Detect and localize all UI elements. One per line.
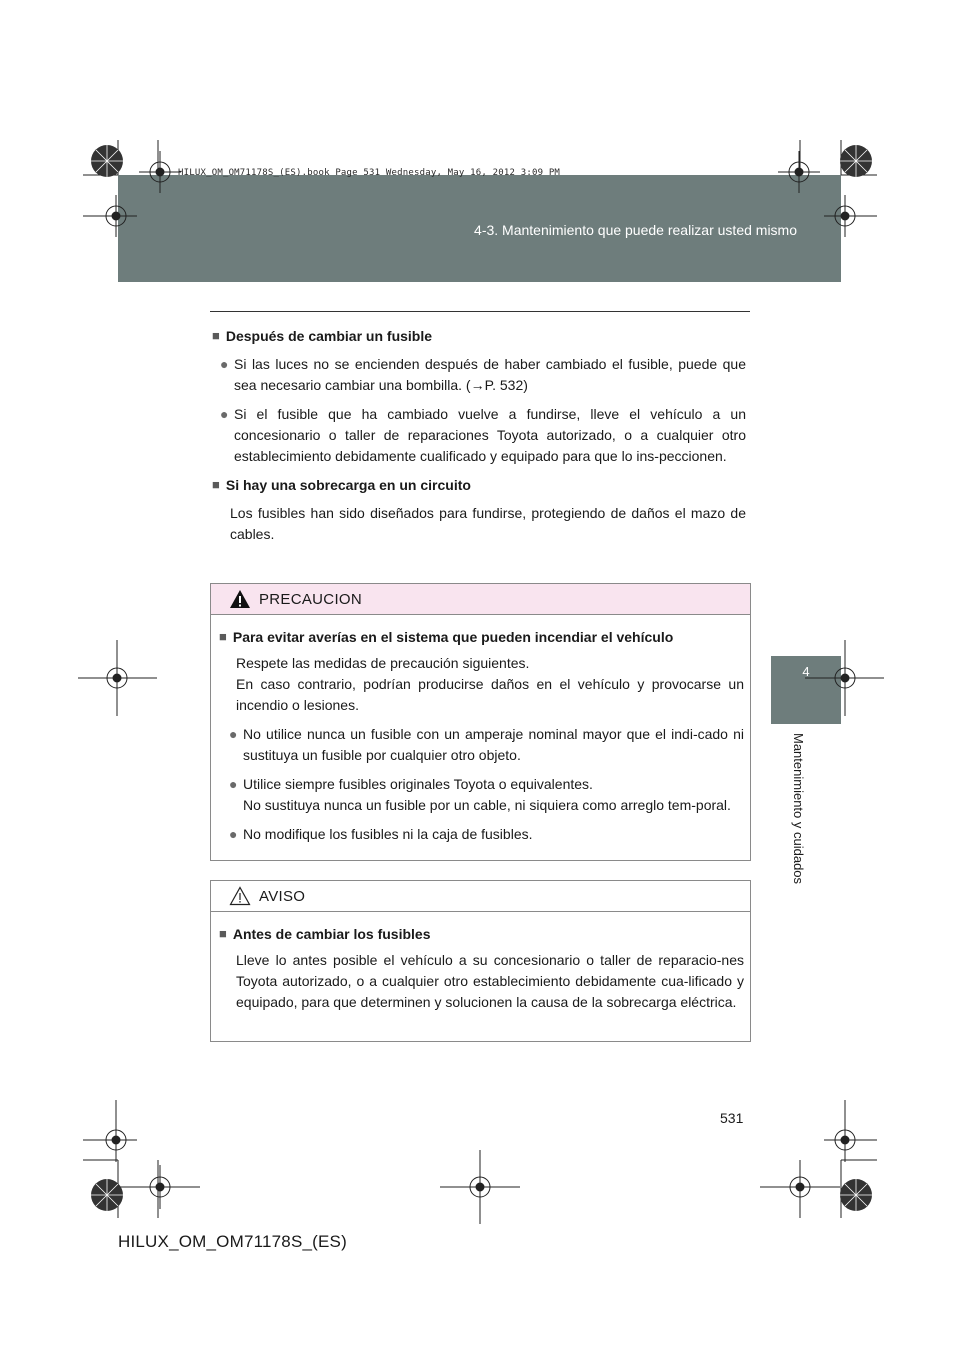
heading-overload: ■ Si hay una sobrecarga en un circuito: [212, 477, 471, 493]
file-stamp: HILUX_OM_OM71178S_(ES).book Page 531 Wednesday, May 16, 2012 3:09 PM: [178, 168, 561, 178]
page-number: 531: [720, 1110, 744, 1126]
caution-title: PRECAUCION: [259, 590, 363, 608]
paragraph: Lleve lo antes posible el vehículo a su concesionario o taller de reparacio-nes Toyota autorizado, o a cualquier otro establecimiento debidamente cua-lificado y equipado, para que determinen y solucionen la causa de la sobrecarga eléctrica.: [236, 952, 744, 1010]
notice-title: AVISO: [259, 887, 306, 905]
circle-bullet-icon: ●: [220, 406, 229, 422]
paragraph: Respete las medidas de precaución siguientes.: [236, 655, 530, 671]
heading-after-fuse: ■ Después de cambiar un fusible: [212, 328, 433, 344]
document-code: HILUX_OM_OM71178S_(ES): [118, 1232, 347, 1251]
section-title: 4-3. Mantenimiento que puede realizar usted mismo: [474, 222, 797, 238]
chapter-label: Mantenimiento y cuidados: [791, 733, 806, 885]
chapter-number: 4: [802, 664, 810, 679]
list-item: ● No utilice nunca un fusible con un amperaje nominal mayor que el indi-cado ni sustituya un fusible por cualquier otro objeto.: [229, 724, 744, 766]
circle-bullet-icon: ●: [229, 776, 238, 792]
list-item: ● Si el fusible que ha cambiado vuelve a fundirse, lleve el vehículo a un concesionario o taller de reparaciones Toyota autorizado, o a cualquier otro establecimiento debidamente cualificado y equipado para que lo ins-peccionen.: [220, 404, 746, 467]
list-item: ● No modifique los fusibles ni la caja de fusibles.: [229, 824, 744, 845]
circle-bullet-icon: ●: [229, 726, 238, 742]
square-bullet-icon: ■: [212, 328, 220, 343]
paragraph: Los fusibles han sido diseñados para fundirse, protegiendo de daños el mazo de cables.: [230, 505, 746, 542]
list-item: ● Utilice siempre fusibles originales Toyota o equivalentes. No sustituya nunca un fusible por un cable, ni siquiera como arreglo tem-poral.: [229, 774, 744, 816]
square-bullet-icon: ■: [219, 926, 227, 941]
square-bullet-icon: ■: [219, 629, 227, 644]
notice-heading: ■ Antes de cambiar los fusibles: [219, 926, 431, 942]
square-bullet-icon: ■: [212, 477, 220, 492]
circle-bullet-icon: ●: [220, 356, 229, 372]
list-item: ● Si las luces no se encienden después de haber cambiado el fusible, puede que sea necesario cambiar una bombilla. (→P. 532): [220, 354, 746, 396]
paragraph: En caso contrario, podrían producirse daños en el vehículo y provocarse un incendio o lesiones.: [236, 676, 744, 713]
circle-bullet-icon: ●: [229, 826, 238, 842]
caution-heading: ■ Para evitar averías en el sistema que pueden incendiar el vehículo: [219, 629, 674, 645]
